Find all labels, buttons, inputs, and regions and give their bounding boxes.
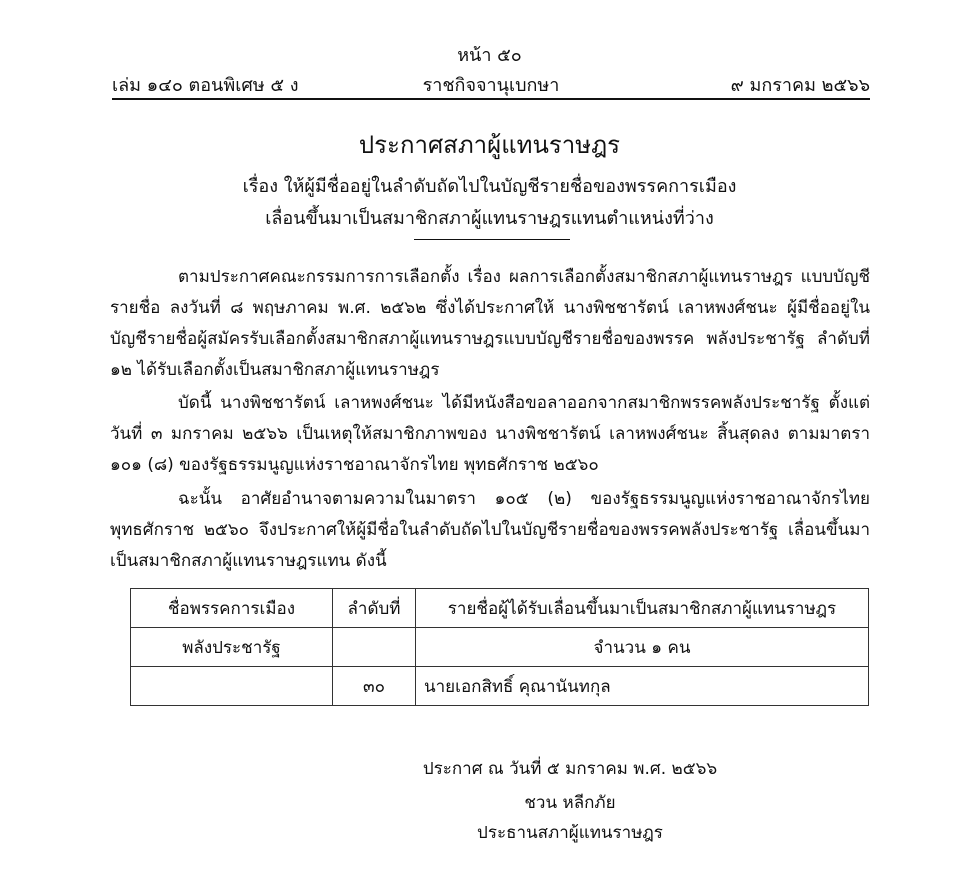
paragraph-3 xyxy=(110,484,870,577)
gazette-name: ราชกิจจานุเบกษา xyxy=(422,75,560,96)
header-member-name: รายชื่อผู้ได้รับเลื่อนขึ้นมาเป็นสมาชิกสภาผู้แทนราษฎร xyxy=(416,589,869,628)
subject-line-2: เลื่อนขึ้นมาเป็นสมาชิกสภาผู้แทนราษฎรแทนตำแหน่งที่ว่าง xyxy=(265,208,714,229)
header-party: ชื่อพรรคการเมือง xyxy=(131,589,333,628)
cell-rank: ๓๐ xyxy=(333,667,416,706)
paragraph-2-text: บัดนี้ นางพิชชารัตน์ เลาหพงศ์ชนะ ได้มีหนังสือขอลาออกจากสมาชิกพรรคพลังประชารัฐ ตั้งแต่วันที่ ๓ มกราคม ๒๕๖๖ เป็นเหตุให้สมาชิกภาพของ นางพิชชารัตน์ เลาหพงศ์ชนะ สิ้นสุดลง ตามมาตรา ๑๐๑ (๘) ของรัฐธรรมนูญแห่งราชอาณาจักรไทย พุทธศักราช ๒๕๖๐ xyxy=(110,393,870,475)
cell-rank xyxy=(333,628,416,667)
paragraph-3-text: ฉะนั้น อาศัยอำนาจตามความในมาตรา ๑๐๕ (๒) ของรัฐธรรมนูญแห่งราชอาณาจักรไทย พุทธศักราช ๒๕๖๐ จึงประกาศให้ผู้มีชื่อในลำดับถัดไปในบัญชีรายชื่อของพรรคพลังประชารัฐ เลื่อนขึ้นมาเป็นสมาชิกสภาผู้แทนราษฎรแทน ดังนี้ xyxy=(110,489,870,571)
signatory-name: ชวน หลีกภัย xyxy=(524,793,616,813)
publication-date: ๙ มกราคม ๒๕๖๖ xyxy=(730,75,870,96)
paragraph-1-text: ตามประกาศคณะกรรมการการเลือกตั้ง เรื่อง ผลการเลือกตั้งสมาชิกสภาผู้แทนราษฎร แบบบัญชีรายชื่อ ลงวันที่ ๘ พฤษภาคม พ.ศ. ๒๕๖๒ ซึ่งได้ประกาศให้ นางพิชชารัตน์ เลาหพงศ์ชนะ ผู้มีชื่ออยู่ในบัญชีรายชื่อผู้สมัครรับเลือกตั้งสมาชิกสภาผู้แทนราษฎรแบบบัญชีรายชื่อของพรรค พลังประชารัฐ ลำดับที่ ๑๒ ได้รับเลือกตั้งเป็นสมาชิกสภาผู้แทนราษฎร xyxy=(110,267,870,380)
announcement-title: ประกาศสภาผู้แทนราษฎร xyxy=(358,131,621,159)
signatory-position: ประธานสภาผู้แทนราษฎร xyxy=(477,823,663,843)
signature-date: ประกาศ ณ วันที่ ๕ มกราคม พ.ศ. ๒๕๖๖ xyxy=(422,759,718,779)
cell-party: พลังประชารัฐ xyxy=(131,628,333,667)
page-number: หน้า ๕๐ xyxy=(457,45,522,66)
paragraph-2 xyxy=(110,388,870,481)
gazette-header xyxy=(112,70,870,100)
cell-party xyxy=(131,667,333,706)
table-header-row xyxy=(131,589,869,628)
cell-member-name: นายเอกสิทธิ์ คุณานันทกุล xyxy=(416,667,869,706)
subject-line-1: เรื่อง ให้ผู้มีชื่ออยู่ในลำดับถัดไปในบัญชีรายชื่อของพรรคการเมือง xyxy=(242,176,737,197)
header-rank: ลำดับที่ xyxy=(333,589,416,628)
members-table xyxy=(130,588,869,706)
paragraph-1 xyxy=(110,262,870,386)
table-row xyxy=(131,628,869,667)
table-row xyxy=(131,667,869,706)
title-divider xyxy=(414,239,570,240)
volume-issue: เล่ม ๑๔๐ ตอนพิเศษ ๕ ง xyxy=(112,75,299,96)
cell-count: จำนวน ๑ คน xyxy=(416,628,869,667)
